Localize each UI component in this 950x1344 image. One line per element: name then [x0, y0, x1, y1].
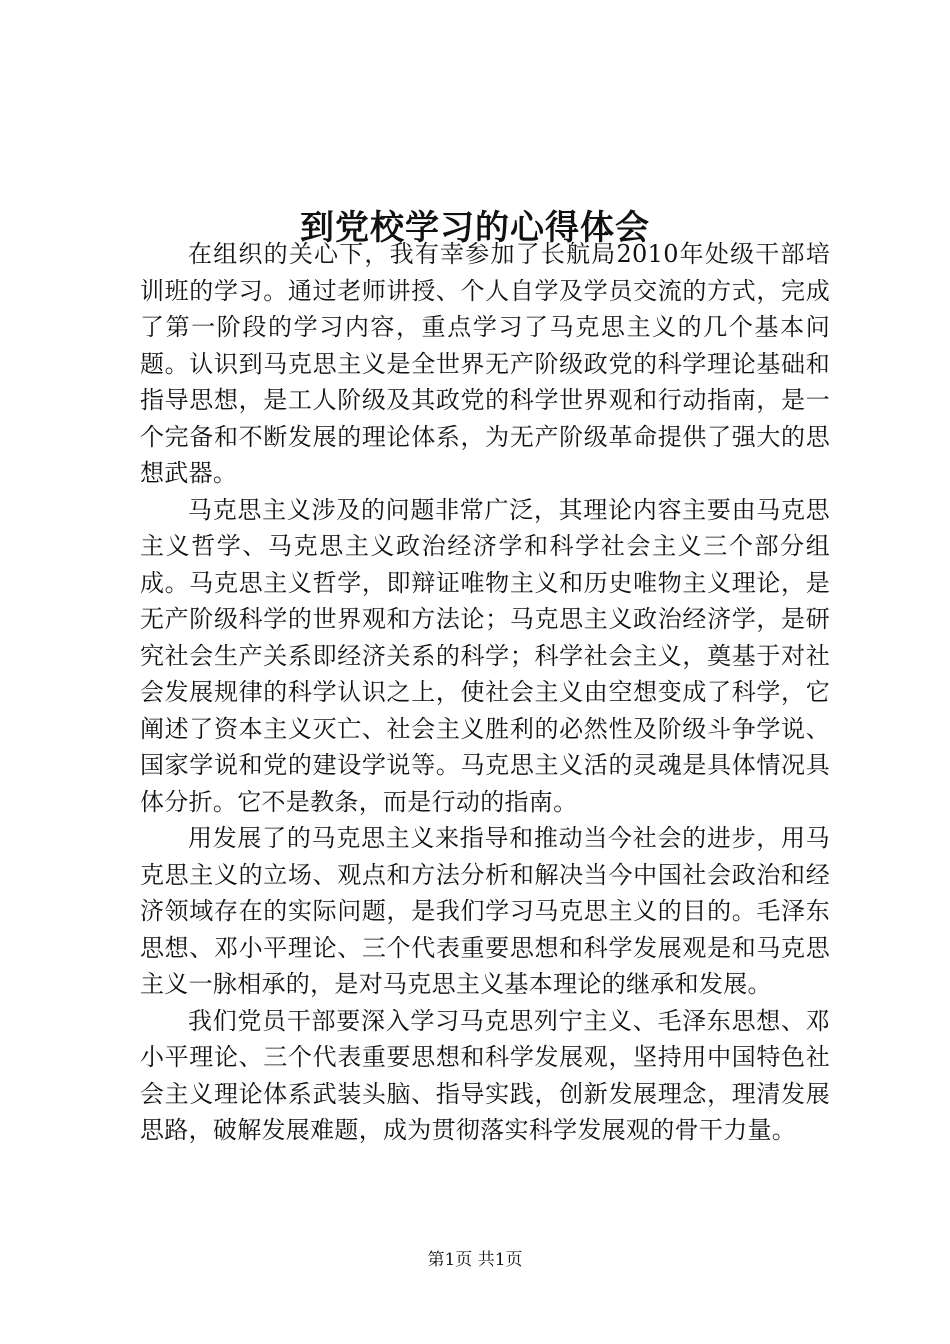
paragraph-4: 我们党员干部要深入学习马克思列宁主义、毛泽东思想、邓小平理论、三个代表重要思想和科学发展观，坚持用中国特色社会主义理论体系武装头脑、指导实践，创新发展理念，理清发展思路，破解发展难题，成为贯彻落实科学发展观的骨干力量。	[140, 1006, 830, 1144]
document-title: 到党校学习的心得体会	[300, 207, 650, 248]
paragraph-1: 在组织的关心下，我有幸参加了长航局2010年处级干部培训班的学习。通过老师讲授、个人自学及学员交流的方式，完成了第一阶段的学习内容，重点学习了马克思主义的几个基本问题。认识到马克思主义是全世界无产阶级政党的科学理论基础和指导思想，是工人阶级及其政党的科学世界观和行动指南，是一个完备和不断发展的理论体系，为无产阶级革命提供了强大的思想武器。	[140, 240, 830, 487]
page-footer: 第1页 共1页	[427, 1250, 523, 1270]
paragraph-3: 用发展了的马克思主义来指导和推动当今社会的进步，用马克思主义的立场、观点和方法分析和解决当今中国社会政治和经济领域存在的实际问题，是我们学习马克思主义的目的。毛泽东思想、邓小平理论、三个代表重要思想和科学发展观是和马克思主义一脉相承的，是对马克思主义基本理论的继承和发展。	[140, 824, 830, 998]
document-body	[140, 236, 830, 1149]
paragraph-2: 马克思主义涉及的问题非常广泛，其理论内容主要由马克思主义哲学、马克思主义政治经济学和科学社会主义三个部分组成。马克思主义哲学，即辩证唯物主义和历史唯物主义理论，是无产阶级科学的世界观和方法论；马克思主义政治经济学，是研究社会生产关系即经济关系的科学；科学社会主义，奠基于对社会发展规律的科学认识之上，使社会主义由空想变成了科学，它阐述了资本主义灭亡、社会主义胜利的必然性及阶级斗争学说、国家学说和党的建设学说等。马克思主义活的灵魂是具体情况具体分折。它不是教条，而是行动的指南。	[140, 495, 830, 816]
